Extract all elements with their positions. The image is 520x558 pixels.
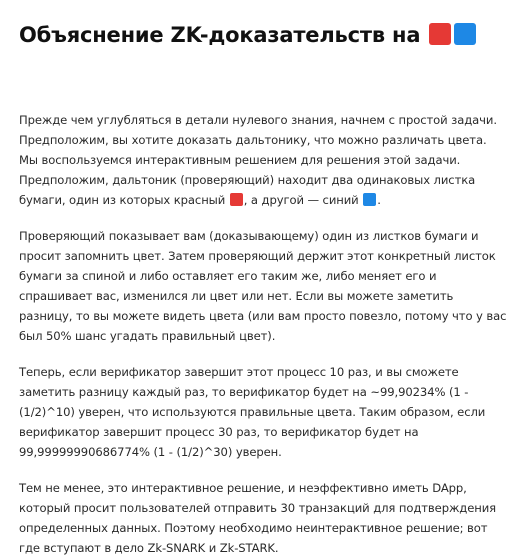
paragraph-intro-text-c: .: [377, 193, 381, 207]
red-square-icon: [230, 193, 243, 206]
article-body: [19, 110, 508, 558]
paragraph-intro-text-a: Прежде чем углубляться в детали нулевого знания, начнем с простой задачи. Предположим, вы хотите доказать дальтонику, что можно различать цвета. Мы воспользуемся интерактивным решением для решения этой задачи. Предположим, дальтоник (проверяющий) находит два одинаковых листка бумаги, один из которых красный: [19, 113, 497, 207]
red-square-icon: [429, 23, 451, 45]
blue-square-icon: [454, 23, 476, 45]
paragraph-conclusion: Тем не менее, это интерактивное решение, и неэффективно иметь DApp, который просит пользователей отправить 30 транзакций для подтверждения определенных данных. Поэтому необходимо неинтерактивное решение; вот где вступают в дело Zk-SNARK и Zk-STARK.: [19, 481, 497, 555]
paragraph-intro-text-b: , а другой — синий: [243, 193, 359, 207]
paragraph-verifier-process: Проверяющий показывает вам (доказывающему) один из листков бумаги и просит запомнить цвет. Затем проверяющий держит этот конкретный листок бумаги за спиной и либо оставляет его таким же, либо меняет его и спрашивает вас, изменился ли цвет или нет. Если вы можете заметить разницу, то вы можете видеть цвета (или вам просто повезло, потому что у вас был 50% шанс угадать правильный цвет).: [19, 229, 507, 343]
blue-square-icon: [363, 193, 376, 206]
paragraph-intro: [19, 110, 508, 210]
page-title: [19, 20, 508, 50]
paragraph-probability: Теперь, если верификатор завершит этот процесс 10 раз, и вы сможете заметить разницу каждый раз, то верификатор будет на ~99,90234% (1 - (1/2)^10) уверен, что используются правильные цвета. Таким образом, если верификатор завершит процесс 30 раз, то верификатор будет на 99,99999990686774% (1 - (1/2)^30) уверен.: [19, 365, 486, 459]
page-title-text: Объяснение ZK-доказательств на: [19, 23, 421, 47]
